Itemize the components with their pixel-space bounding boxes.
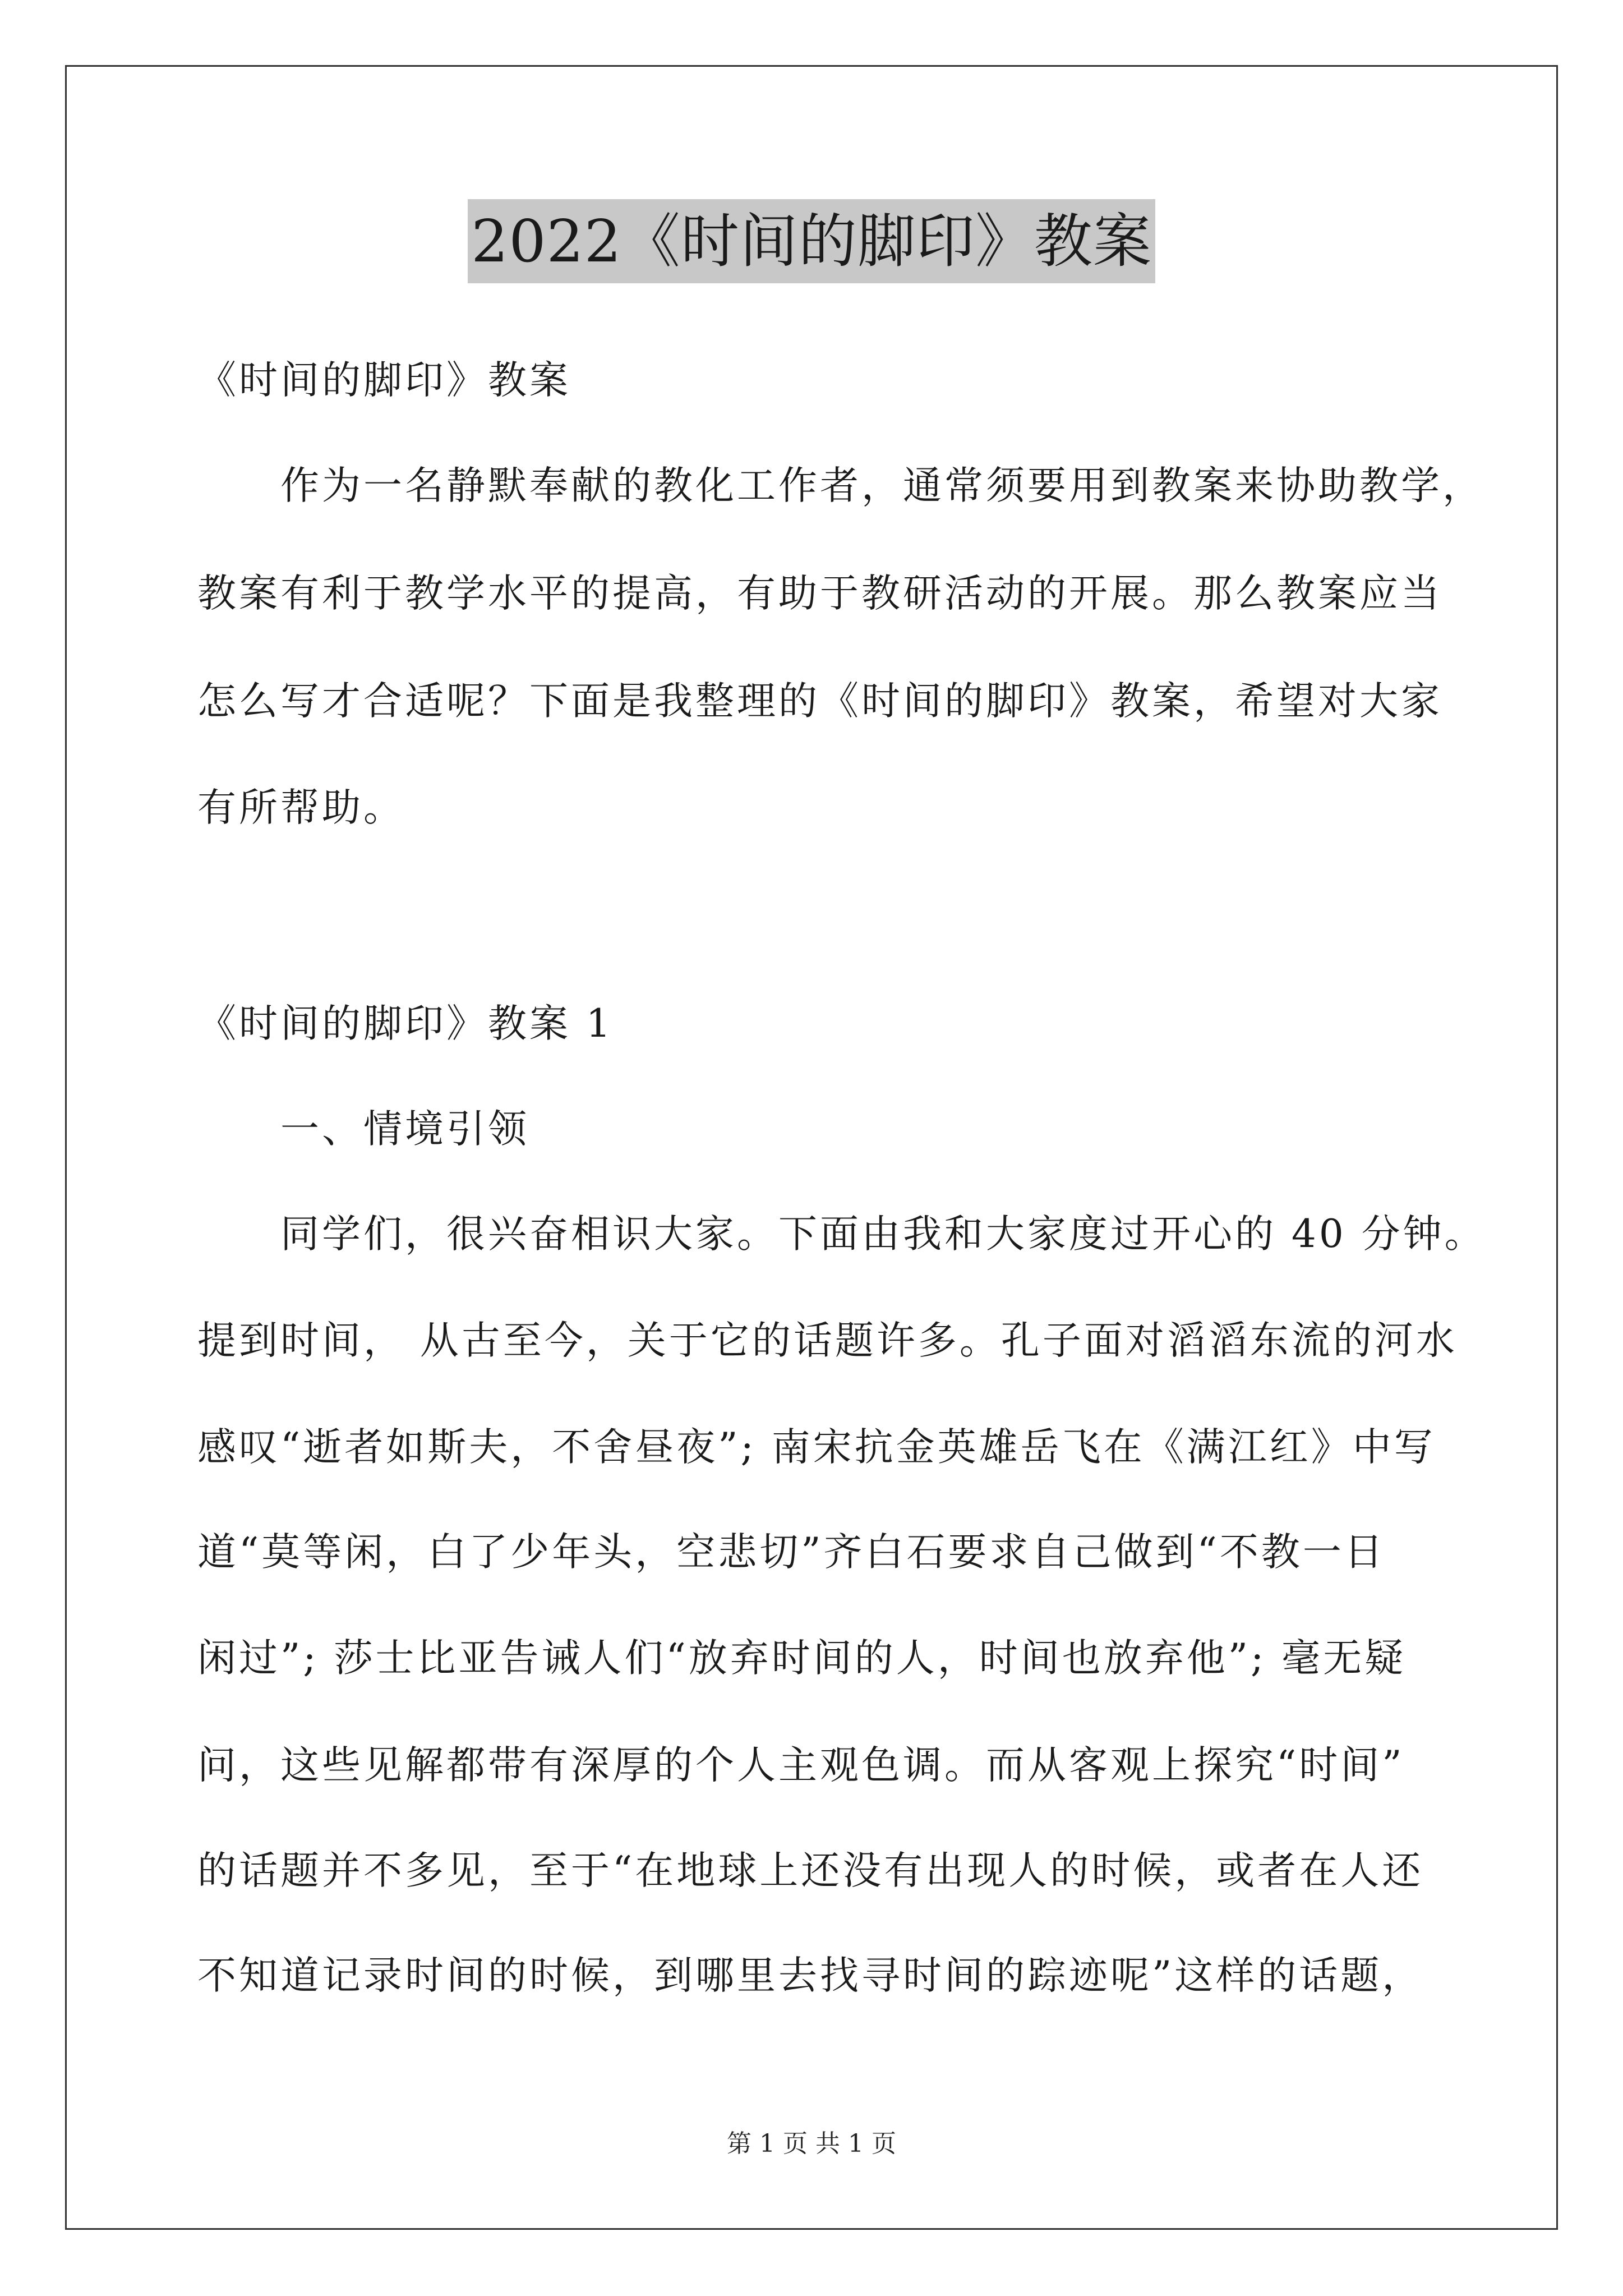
- paragraph-line: 同学们，很兴奋相识大家。下面由我和大家度过开心的 40 分钟。: [280, 1212, 1486, 1257]
- paragraph-line: 闲过”; 莎士比亚告诫人们“放弃时间的人，时间也放弃他”; 毫无疑: [197, 1636, 1407, 1681]
- page-footer: 第 1 页 共 1 页: [727, 2129, 896, 2158]
- paragraph-line: 的话题并不多见，至于“在地球上还没有出现人的时候，或者在人还: [197, 1848, 1424, 1893]
- paragraph-line: 感叹“逝者如斯夫，不舍昼夜”; 南宋抗金英雄岳飞在《满江红》中写: [197, 1425, 1436, 1470]
- paragraph-line: 教案有利于教学水平的提高，有助于教研活动的开展。那么教案应当: [197, 571, 1442, 616]
- paragraph-line: 道“莫等闲，白了少年头，空悲切”齐白石要求自己做到“不教一日: [197, 1530, 1386, 1575]
- paragraph-line: 不知道记录时间的时候，到哪里去找寻时间的踪迹呢”这样的话题，: [197, 1953, 1424, 1998]
- subsection-heading: 一、情境引领: [280, 1107, 529, 1152]
- paragraph-line: 问，这些见解都带有深厚的个人主观色调。而从客观上探究“时间”: [197, 1743, 1405, 1788]
- paragraph-line: 提到时间， 从古至今，关于它的话题许多。孔子面对滔滔东流的河水: [197, 1318, 1458, 1363]
- paragraph-line: 作为一名静默奉献的教化工作者，通常须要用到教案来协助教学，: [280, 463, 1484, 508]
- title-container: [0, 199, 1623, 283]
- paragraph-line: 有所帮助。: [197, 785, 405, 830]
- subtitle-line: 《时间的脚印》教案: [197, 358, 571, 403]
- document-title: 2022《时间的脚印》教案: [468, 199, 1155, 283]
- paragraph-line: 怎么写才合适呢？下面是我整理的《时间的脚印》教案，希望对大家: [197, 679, 1442, 724]
- section-heading: 《时间的脚印》教案 1: [197, 1001, 614, 1046]
